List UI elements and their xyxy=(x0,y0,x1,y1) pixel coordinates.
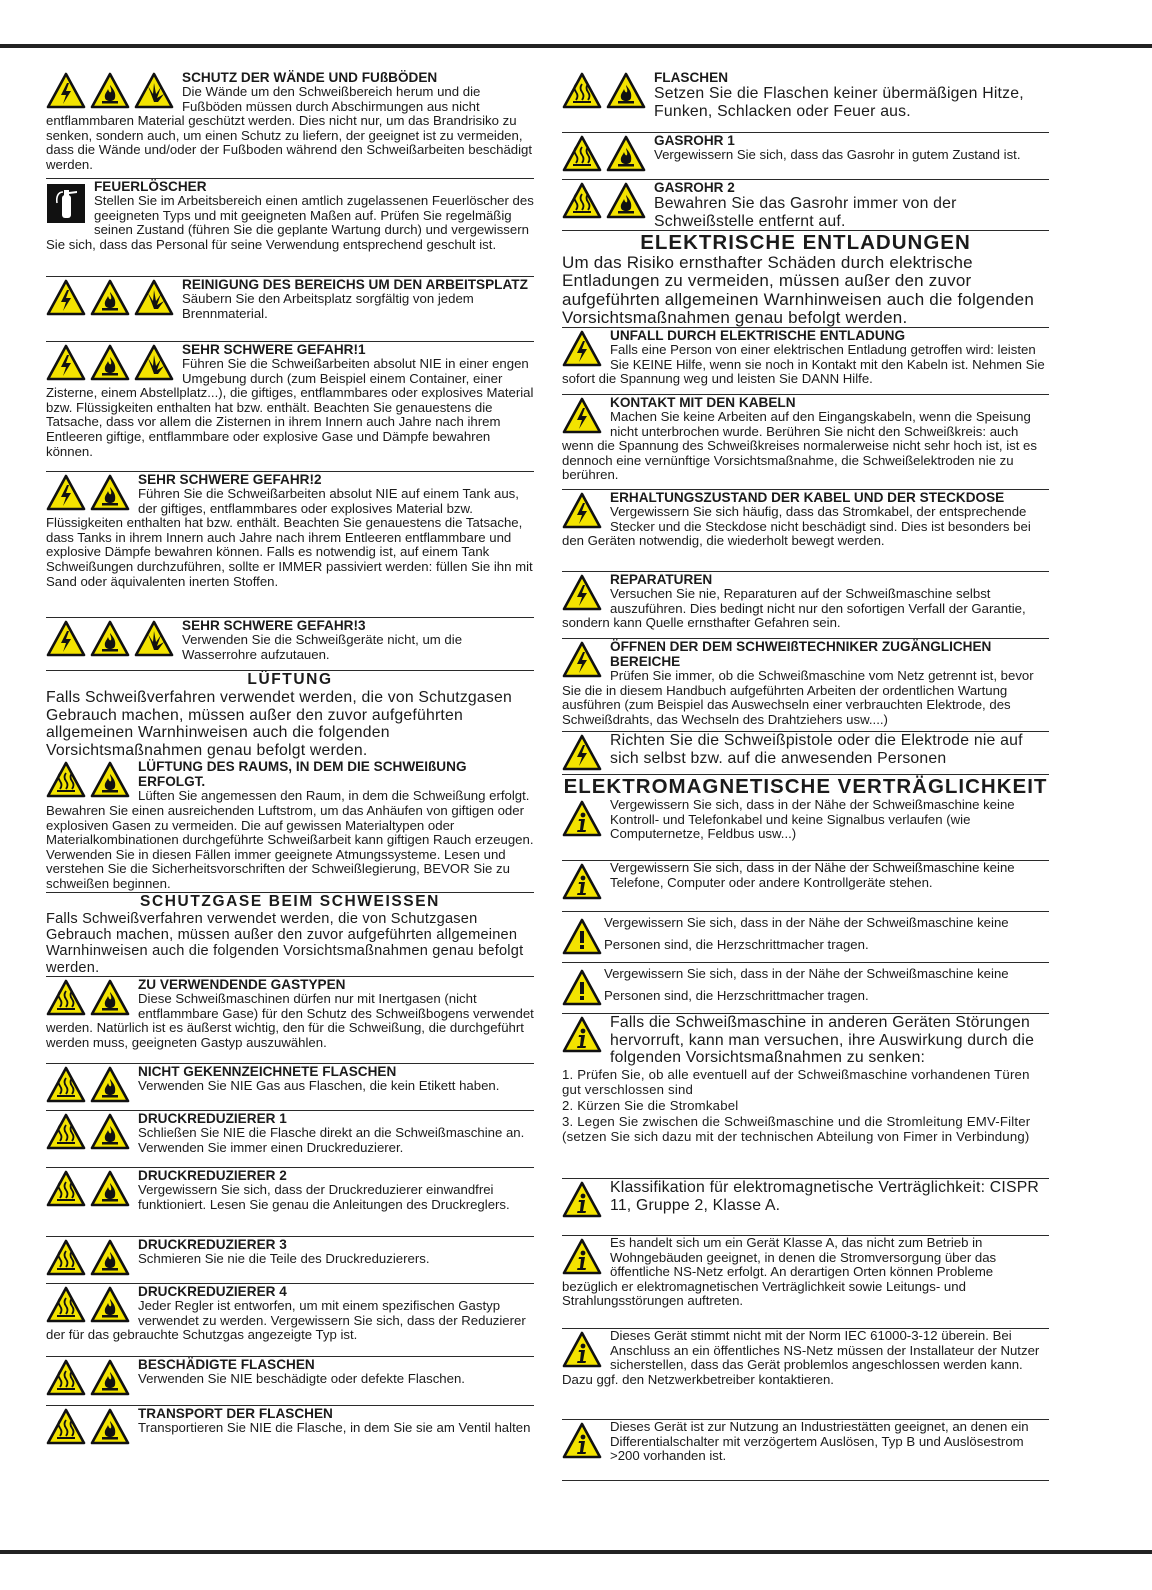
block-title: TRANSPORT DER FLASCHEN xyxy=(138,1406,333,1422)
hot-surface-icon xyxy=(46,761,86,799)
block-title: LÜFTUNG DES RAUMS, IN DEM DIE SCHWEIßUNG ERFOLGT. xyxy=(138,759,467,790)
right-column xyxy=(562,70,1049,1481)
hazard-icons xyxy=(46,72,174,110)
fire-hazard-icon xyxy=(90,474,130,512)
warning-block xyxy=(562,180,1049,231)
list-item: 2. Kürzen Sie die Stromkabel xyxy=(562,1097,739,1113)
info-icon xyxy=(562,1181,602,1219)
block-title: FEUERLÖSCHER xyxy=(94,179,207,194)
block-text: Vergewissern Sie sich häufig, dass das Stromkabel, der entsprechende Stecker und die Steckdose nicht beschädigt sind. Dies ist besonders bei den Geräten notwendig, die wiederholt bewegt werden. xyxy=(562,504,1031,549)
block-title: GASROHR 2 xyxy=(654,180,735,195)
warning-block xyxy=(562,1014,1049,1179)
block-text: Setzen Sie die Flaschen keiner übermäßigen Hitze, Funken, Schlacken oder Feuer aus. xyxy=(654,85,1024,120)
hazard-icons xyxy=(46,344,174,382)
hazard-icons xyxy=(46,1066,130,1104)
block-text: Klassifikation für elektromagnetische Verträglichkeit: CISPR 11, Gruppe 2, Klasse A. xyxy=(610,1179,1040,1214)
electric-hazard-icon xyxy=(46,474,86,512)
hot-surface-icon xyxy=(46,1113,86,1151)
hot-surface-icon xyxy=(46,1359,86,1397)
block-title: DRUCKREDUZIERER 3 xyxy=(138,1237,287,1253)
hazard-icons xyxy=(46,1113,130,1151)
block-text: Dieses Gerät stimmt nicht mit der Norm IEC 61000-3-12 überein. Bei Anschluss an ein öffentliches NS-Netz müssen der Installateur der Nutzer sicherstellen, dass das Gerät problemlos angeschlossen werden kann. Dazu ggf. den Netzwerkbetreiber kontaktieren. xyxy=(562,1328,1040,1387)
warning-block xyxy=(562,861,1049,912)
block-title: DRUCKREDUZIERER 1 xyxy=(138,1111,287,1127)
block-title: SEHR SCHWERE GEFAHR!1 xyxy=(182,342,366,357)
fire-hazard-icon xyxy=(606,72,646,110)
fire-hazard-icon xyxy=(606,182,646,220)
hazard-icons xyxy=(46,761,130,799)
hazard-icons xyxy=(562,492,602,530)
block-text: Diese Schweißmaschinen dürfen nur mit Inertgasen (nicht entflammbare Gase) für den Schutz des Schweißbogens verwendet werden. Natürlich ist es äußerst wichtig, den für die Schweißung, die durchgeführt werden muss, geeigneten Gastyp auszuwählen. xyxy=(46,991,534,1050)
hot-surface-icon xyxy=(46,1170,86,1208)
electric-hazard-icon xyxy=(46,72,86,110)
hazard-icons xyxy=(46,1170,130,1208)
block-text: Jeder Regler ist entworfen, um mit einem spezifischen Gastyp verwendet zu werden. Vergewissern Sie sich, dass der Reduzierer der für das gebrauchte Schutzgas angezeigte Typ ist. xyxy=(46,1298,526,1343)
fire-hazard-icon xyxy=(90,620,130,658)
fire-hazard-icon xyxy=(90,1286,130,1324)
warning-block xyxy=(46,1168,534,1237)
hazard-icons xyxy=(46,181,86,223)
block-title: DRUCKREDUZIERER 2 xyxy=(138,1168,287,1184)
block-text: Die Wände um den Schweißbereich herum und die Fußböden müssen durch Abschirmungen aus nicht entflammbaren Material geschützt werden. Dies nicht nur, um das Brandrisiko zu senken, sondern auch, um einen Schutz zu liefern, der geeignet ist zu vermeiden, dass die Wände und/oder der Fußboden während den Schweißarbeiten beschädigt werden. xyxy=(46,84,533,172)
block-title: NICHT GEKENNZEICHNETE FLASCHEN xyxy=(138,1064,397,1080)
warning-block xyxy=(562,395,1049,490)
hot-surface-icon xyxy=(562,72,602,110)
warning-block xyxy=(46,1357,534,1406)
fire-hazard-icon xyxy=(90,72,130,110)
hazard-icons xyxy=(562,969,602,1007)
fire-hazard-icon xyxy=(606,135,646,173)
block-text: Dieses Gerät ist zur Nutzung an Industriestätten geeignet, an denen ein Differentialschalter mit verzögertem Auslösen, Typ B und Auslösestrom >200 vorhanden ist. xyxy=(610,1419,1029,1464)
hazard-icons xyxy=(46,474,130,512)
hazard-icons xyxy=(562,1181,602,1219)
warning-block xyxy=(562,963,1049,1014)
electric-hazard-icon xyxy=(46,279,86,317)
hazard-icons xyxy=(562,1016,602,1054)
hazard-icons xyxy=(562,918,602,956)
block-text: Es handelt sich um ein Gerät Klasse A, das nicht zum Betrieb in Wohngebäuden geeignet, in denen die Stromversorgung über das öffentliche NS-Netz erfolgt. An derartigen Orten können Probleme bezüglich er elektromagnetischen Verträglichkeit sowie Leitungs- und Strahlungsstörungen auftreten. xyxy=(562,1235,997,1309)
block-title: ÖFFNEN DER DEM SCHWEIßTECHNIKER ZUGÄNGLICHEN BEREICHE xyxy=(610,639,992,669)
fire-hazard-icon xyxy=(90,1239,130,1277)
hot-surface-icon xyxy=(562,135,602,173)
fire-hazard-icon xyxy=(90,1066,130,1104)
info-icon xyxy=(562,1238,602,1276)
warning-block xyxy=(562,572,1049,639)
explosion-hazard-icon xyxy=(134,72,174,110)
electric-hazard-icon xyxy=(46,620,86,658)
fire-hazard-icon xyxy=(90,1170,130,1208)
info-icon xyxy=(562,1016,602,1054)
section-heading-lueftung: LÜFTUNG xyxy=(247,671,333,688)
block-text: Falls die Schweißmaschine in anderen Geräten Störungen hervorruft, kann man versuchen, ihre Auswirkung durch die folgenden Vorsichtsmaßnahmen zu senken: xyxy=(610,1014,1035,1067)
block-text: Führen Sie die Schweißarbeiten absolut NIE auf einem Tank aus, der giftiges, entflammbares oder explosives Material bzw. Flüssigkeiten enthalten hat bzw. enthält. Beachten Sie genauestens die Tatsache, dass Tanks in ihrem Innern auch Jahre nach ihrem Entleeren entflammbare und explosive Dämpfe bewahren können. Falls es notwendig ist, auf einem Tank Schweißungen durchzuführen, sollte er IMMER passiviert werden: füllen Sie ihn mit Sand oder äquivalenten inerten Stoffen. xyxy=(46,486,533,589)
block-text: Vergewissern Sie sich, dass in der Nähe der Schweißmaschine keine Personen sind, die Herzschrittmacher tragen. xyxy=(604,966,1009,1003)
info-icon xyxy=(562,1331,602,1369)
hot-surface-icon xyxy=(46,1286,86,1324)
block-title: SCHUTZ DER WÄNDE UND FUßBÖDEN xyxy=(182,70,438,85)
warning-block xyxy=(562,1236,1049,1329)
warning-block xyxy=(46,1406,534,1460)
block-title: ZU VERWENDENDE GASTYPEN xyxy=(138,977,346,993)
hazard-icons xyxy=(562,135,646,173)
block-text: Transportieren Sie NIE die Flasche, in dem Sie sie am Ventil halten xyxy=(138,1420,531,1436)
info-icon xyxy=(562,800,602,838)
section-heading-schutzgase: SCHUTZGASE BEIM SCHWEISSEN xyxy=(140,892,440,910)
warning-block xyxy=(46,977,534,1064)
hazard-icons xyxy=(562,1331,602,1369)
block-text: Schmieren Sie nie die Teile des Druckreduzierers. xyxy=(138,1251,430,1267)
warning-block xyxy=(562,133,1049,180)
block-title: SEHR SCHWERE GEFAHR!3 xyxy=(182,618,366,633)
hazard-icons xyxy=(562,863,602,901)
hot-surface-icon xyxy=(46,1066,86,1104)
block-text: Richten Sie die Schweißpistole oder die Elektrode nie auf sich selbst bzw. auf die anwesenden Personen xyxy=(610,732,1023,767)
block-text: Machen Sie keine Arbeiten auf den Eingangskabeln, wenn die Speisung nicht unterbrochen wurde. Berühren Sie nicht den Schweißkreis: auch wenn die Spannung des Schweißkreises normalerweise nicht sehr hoch ist, ist es dennoch eine vernünftige Vorsichtsmaßnahme, die Schweißelektroden nie zu berühren. xyxy=(562,409,1037,483)
warning-block xyxy=(46,618,534,671)
block-text: Stellen Sie im Arbeitsbereich einen amtlich zugelassenen Feuerlöscher des geeigneten Typs und mit geeigneten Maßen auf. Prüfen Sie regelmäßig seinen Zustand (führen Sie die geplante Wartung durch) und vergewissern Sie sich, dass das Personal für seine Verwendung entsprechend geschult ist. xyxy=(46,193,534,252)
warning-block xyxy=(46,472,534,618)
bottom-rule xyxy=(0,1550,1152,1554)
fire-hazard-icon xyxy=(90,761,130,799)
block-text: Schließen Sie NIE die Flasche direkt an die Schweißmaschine an. Verwenden Sie immer einen Druckreduzierer. xyxy=(138,1125,525,1155)
block-title: REINIGUNG DES BEREICHS UM DEN ARBEITSPLATZ xyxy=(182,277,528,292)
block-title: BESCHÄDIGTE FLASCHEN xyxy=(138,1357,315,1373)
warning-block xyxy=(562,1329,1049,1420)
electric-hazard-icon xyxy=(562,397,602,435)
block-title: FLASCHEN xyxy=(654,70,729,85)
block-text: Vergewissern Sie sich, dass der Druckreduzierer einwandfrei funktioniert. Lesen Sie genau die Anleitungen des Druckreglers. xyxy=(138,1182,510,1212)
warning-block xyxy=(46,179,534,277)
warning-block xyxy=(46,1111,534,1168)
hazard-icons xyxy=(46,620,174,658)
block-title: REPARATUREN xyxy=(610,572,713,587)
block-title: SEHR SCHWERE GEFAHR!2 xyxy=(138,472,322,487)
warning-block xyxy=(562,490,1049,572)
fire-hazard-icon xyxy=(90,279,130,317)
hot-surface-icon xyxy=(46,979,86,1017)
block-title: UNFALL DURCH ELEKTRISCHE ENTLADUNG xyxy=(610,328,906,343)
top-rule xyxy=(0,44,1152,48)
hazard-icons xyxy=(562,574,602,612)
hazard-icons xyxy=(46,979,130,1017)
electric-hazard-icon xyxy=(562,492,602,530)
hot-surface-icon xyxy=(562,182,602,220)
block-text: Säubern Sie den Arbeitsplatz sorgfältig von jedem Brennmaterial. xyxy=(182,291,474,321)
warning-block xyxy=(46,759,534,892)
warning-block xyxy=(562,639,1049,732)
warning-icon xyxy=(562,969,602,1007)
explosion-hazard-icon xyxy=(134,279,174,317)
fire-hazard-icon xyxy=(90,344,130,382)
block-text: Versuchen Sie nie, Reparaturen auf der Schweißmaschine selbst auszuführen. Dies bedingt nicht nur den sofortigen Verfall der Garantie, sondern kann Quelle ernsthafter Gefahren sein. xyxy=(562,586,1026,631)
list-item: 1. Prüfen Sie, ob alle eventuell auf der Schweißmaschine vorhandenen Türen gut verschlossen sind xyxy=(562,1066,1030,1098)
warning-block xyxy=(562,328,1049,395)
block-text: Vergewissern Sie sich, dass in der Nähe der Schweißmaschine keine Personen sind, die Herzschrittmacher tragen. xyxy=(604,915,1009,952)
section-heading-elektrisch: ELEKTRISCHE ENTLADUNGEN xyxy=(640,231,971,255)
hazard-icons xyxy=(562,182,646,220)
warning-block xyxy=(562,70,1049,133)
block-title: ERHALTUNGSZUSTAND DER KABEL UND DER STECKDOSE xyxy=(610,490,1005,505)
section-heading-emv: ELEKTROMAGNETISCHE VERTRÄGLICHKEIT xyxy=(563,775,1048,798)
warning-block xyxy=(562,1179,1049,1236)
warning-block xyxy=(562,1420,1049,1481)
block-text: Falls eine Person von einer elektrischen Entladung getroffen wird: leisten Sie KEINE Hilfe, wenn sie noch in Kontakt mit den Kabeln ist. Nehmen Sie sofort die Spannung weg und leisten Sie DANN Hilfe. xyxy=(562,342,1045,387)
block-text: Führen Sie die Schweißarbeiten absolut NIE in einer engen Umgebung durch (zum Beispiel einem Container, einer Zisterne, einem Abstellplatz...), die giftiges, entflammbares oder explosives Material bzw. Flüssigkeiten enthalten hat bzw. enthält. Beachten Sie genauestens die Tatsache, dass vor allem die Zisternen in ihrem Innern auch Jahre nach ihrem Entleeren giftige, entflammbare oder explosive Gase und Dämpfe bewahren können. xyxy=(46,356,534,459)
explosion-hazard-icon xyxy=(134,344,174,382)
warning-block xyxy=(562,732,1049,775)
block-text: Verwenden Sie NIE Gas aus Flaschen, die kein Etikett haben. xyxy=(138,1078,500,1094)
hazard-icons xyxy=(562,641,602,679)
electric-hazard-icon xyxy=(46,344,86,382)
hazard-icons xyxy=(46,1408,130,1446)
warning-icon xyxy=(562,918,602,956)
block-text: Bewahren Sie das Gasrohr immer von der Schweißstelle entfernt auf. xyxy=(654,195,957,230)
warning-block xyxy=(46,277,534,342)
explosion-hazard-icon xyxy=(134,620,174,658)
electric-hazard-icon xyxy=(562,330,602,368)
block-text: Vergewissern Sie sich, dass in der Nähe der Schweißmaschine keine Kontroll- und Telefonkabel und keine Signalbus verlaufen (wie Computernetze, Feldbus usw...) xyxy=(610,797,1015,842)
elektrisch-intro: Um das Risiko ernsthafter Schäden durch elektrische Entladungen zu vermeiden, müssen außer den zuvor aufgeführten allgemeinen Warnhinweisen auch die folgenden Vorsichtsmaßnahmen genau befolgt werden. xyxy=(562,254,1049,328)
hazard-icons xyxy=(46,1239,130,1277)
list-item: 3. Legen Sie zwischen die Schweißmaschine und die Stromleitung EMV-Filter (setzen Sie sich dazu mit der technischen Abteilung von Fimer in Verbindung) xyxy=(562,1113,1031,1145)
warning-block xyxy=(46,342,534,472)
block-text: Vergewissern Sie sich, dass das Gasrohr in gutem Zustand ist. xyxy=(654,147,1021,162)
block-text: Prüfen Sie immer, ob die Schweißmaschine vom Netz getrennt ist, bevor Sie die in diesem Handbuch aufgeführten Arbeiten der ordentlichen Wartung ausführen (zum Beispiel das Auswechseln einer verbrauchten Elektrode, des Schweißdrahts, das Wechseln des Drahtziehers usw....) xyxy=(562,668,1034,727)
fire-hazard-icon xyxy=(90,1408,130,1446)
hazard-icons xyxy=(46,1359,130,1397)
hazard-icons xyxy=(46,279,174,317)
block-text: Vergewissern Sie sich, dass in der Nähe der Schweißmaschine keine Telefone, Computer oder andere Kontrollgeräte stehen. xyxy=(610,860,1015,890)
hazard-icons xyxy=(562,72,646,110)
warning-block xyxy=(562,912,1049,963)
warning-block xyxy=(46,70,534,179)
hazard-icons xyxy=(562,1238,602,1276)
lueftung-intro: Falls Schweißverfahren verwendet werden, die von Schutzgasen Gebrauch machen, müssen außer den zuvor aufgeführten allgemeinen Warnhinweisen auch die folgenden Vorsichtsmaßnahmen genau befolgt werden. xyxy=(46,689,512,759)
fire-hazard-icon xyxy=(90,1113,130,1151)
block-title: DRUCKREDUZIERER 4 xyxy=(138,1284,287,1300)
info-icon xyxy=(562,1422,602,1460)
fire-hazard-icon xyxy=(90,979,130,1017)
hazard-icons xyxy=(562,330,602,368)
info-icon xyxy=(562,863,602,901)
hazard-icons xyxy=(562,800,602,838)
left-column xyxy=(46,70,534,1460)
hazard-icons xyxy=(562,734,602,772)
electric-hazard-icon xyxy=(562,641,602,679)
hazard-icons xyxy=(562,397,602,435)
electric-hazard-icon xyxy=(562,574,602,612)
block-text: Verwenden Sie die Schweißgeräte nicht, um die Wasserrohre aufzutauen. xyxy=(182,632,463,662)
block-text: Lüften Sie angemessen den Raum, in dem die Schweißung erfolgt. Bewahren Sie einen ausreichenden Luftstrom, um das Anhäufen von giftigen oder explosiven Gasen zu vermeiden. Die auf gewissen Materialtypen oder Materialkombinationen durchgeführte Schweißarbeit kann giftigen Rauch erzeugen. Verwenden Sie in diesen Fällen immer geeignete Atmungssysteme. Lesen und verstehen Sie die Sicherheitsvorschriften der Schweißlegierung, BEVOR Sie zu schweißen beginnen. xyxy=(46,788,534,891)
fire-extinguisher-icon xyxy=(46,181,86,223)
schutzgase-intro: Falls Schweißverfahren verwendet werden, die von Schutzgasen Gebrauch machen, müssen außer den zuvor aufgeführten allgemeinen Warnhinweisen auch die folgenden Vorsichtsmaßnahmen genau befolgt werden. xyxy=(46,911,534,978)
hot-surface-icon xyxy=(46,1408,86,1446)
hazard-icons xyxy=(46,1286,130,1324)
warning-block xyxy=(46,1284,534,1357)
fire-hazard-icon xyxy=(90,1359,130,1397)
hot-surface-icon xyxy=(46,1239,86,1277)
block-text: Verwenden Sie NIE beschädigte oder defekte Flaschen. xyxy=(138,1371,465,1387)
electric-hazard-icon xyxy=(562,734,602,772)
warning-block xyxy=(46,1237,534,1284)
warning-block xyxy=(562,798,1049,861)
hazard-icons xyxy=(562,1422,602,1460)
block-title: GASROHR 1 xyxy=(654,133,735,148)
warning-block xyxy=(46,1064,534,1111)
block-title: KONTAKT MIT DEN KABELN xyxy=(610,395,796,410)
